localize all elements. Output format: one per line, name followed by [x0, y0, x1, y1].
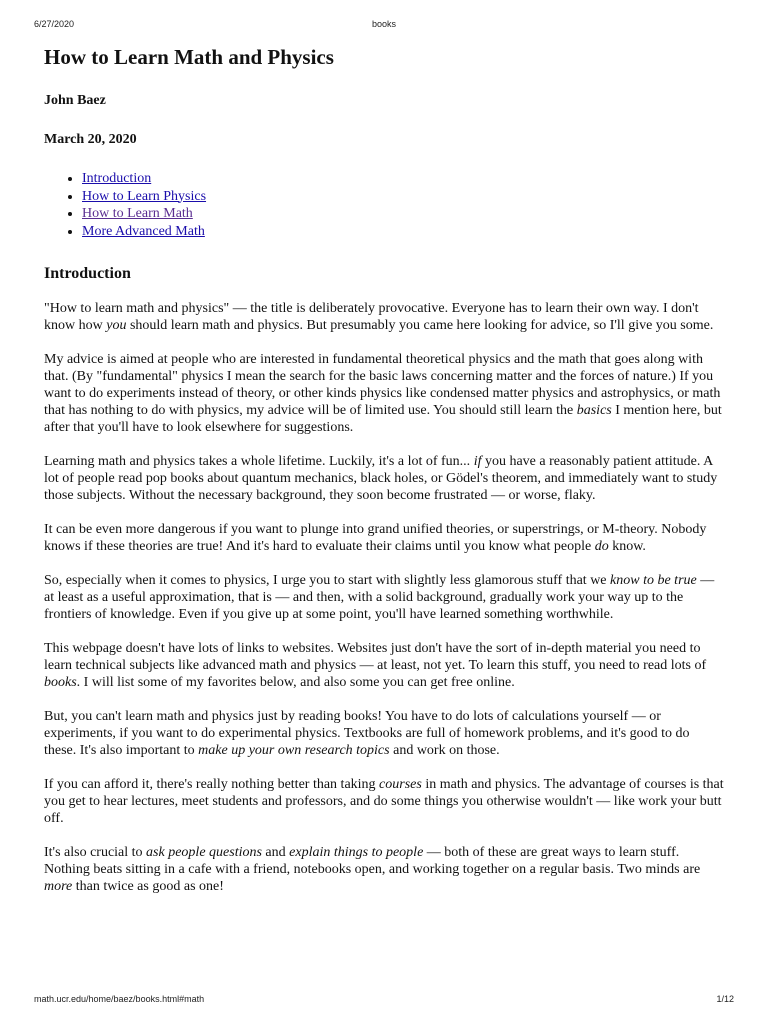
print-footer [0, 994, 768, 1034]
paragraph: It's also crucial to ask people questions and explain things to people — both of these are great ways to learn stuff. Nothing beats sitting in a cafe with a friend, notebooks open, and working together on a regular basis. Two minds are more than twice as good as one! [44, 845, 701, 894]
toc-item [82, 205, 724, 223]
publish-date: March 20, 2020 [44, 132, 137, 147]
toc-link-introduction[interactable]: Introduction [82, 171, 152, 186]
paragraph: If you can afford it, there's really nothing better than taking courses in math and physics. The advantage of courses is that you get to hear lectures, meet students and professors, and do some things you otherwise wouldn't — like work your butt off. [44, 777, 724, 826]
table-of-contents [44, 170, 724, 240]
print-page-title: books [371, 19, 397, 29]
section-heading-introduction: Introduction [44, 265, 131, 282]
paragraph: So, especially when it comes to physics, I urge you to start with slightly less glamorous stuff that we know to be true — at least as a useful approximation, that is — and then, with a solid background, gradually work your way up to the frontiers of knowledge. Even if you give up at some point, you'll have learned something worthwhile. [44, 573, 715, 622]
print-url: math.ucr.edu/home/baez/books.html#math [34, 994, 205, 1004]
toc-link-math[interactable]: How to Learn Math [82, 206, 193, 221]
paragraph: But, you can't learn math and physics just by reading books! You have to do lots of calculations yourself — or experiments, if you want to do experimental physics. Textbooks are full of homework problems, and it's good to do these. It's also important to make up your own research topics and work on those. [44, 709, 690, 758]
page-number: 1/12 [716, 994, 734, 1004]
paragraph: My advice is aimed at people who are interested in fundamental theoretical physics and the math that goes along with that. (By "fundamental" physics I mean the search for the basic laws concerning matter and the forces of nature.) If you want to do experiments instead of theory, or other kinds physics like condensed matter physics and astrophysics, or math that has nothing to do with physics, my advice will be of limited use. You should still learn the basics I mention here, but after that you'll have to look elsewhere for suggestions. [44, 352, 722, 435]
page-title: How to Learn Math and Physics [44, 45, 334, 69]
print-header [0, 19, 768, 33]
toc-link-physics[interactable]: How to Learn Physics [82, 188, 207, 204]
paragraph: Learning math and physics takes a whole lifetime. Luckily, it's a lot of fun... if you have a reasonably patient attitude. A lot of people read pop books about quantum mechanics, black holes, or Gödel's theorem, and immediately want to study those subjects. Without the necessary background, they soon become frustrated — or worse, flaky. [44, 454, 718, 503]
toc-item [82, 170, 724, 188]
paragraph: It can be even more dangerous if you want to plunge into grand unified theories, or superstrings, or M-theory. Nobody knows if these theories are true! And it's hard to evaluate their claims until you know what people do know. [44, 522, 707, 554]
author-name: John Baez [44, 93, 106, 108]
toc-link-advanced-math[interactable]: More Advanced Math [82, 223, 205, 239]
print-date: 6/27/2020 [34, 19, 75, 29]
toc-item [82, 223, 724, 241]
paragraph: "How to learn math and physics" — the title is deliberately provocative. Everyone has to learn their own way. I don't know how you should learn math and physics. But presumably you came here looking for advice, so I'll give you some. [44, 301, 714, 333]
document-body [44, 44, 724, 912]
toc-item [82, 188, 724, 206]
paragraph: This webpage doesn't have lots of links to websites. Websites just don't have the sort of in-depth material you need to learn technical subjects like advanced math and physics — at least, not yet. To learn this stuff, you need to read lots of books. I will list some of my favorites below, and also some you can get free online. [44, 641, 707, 690]
